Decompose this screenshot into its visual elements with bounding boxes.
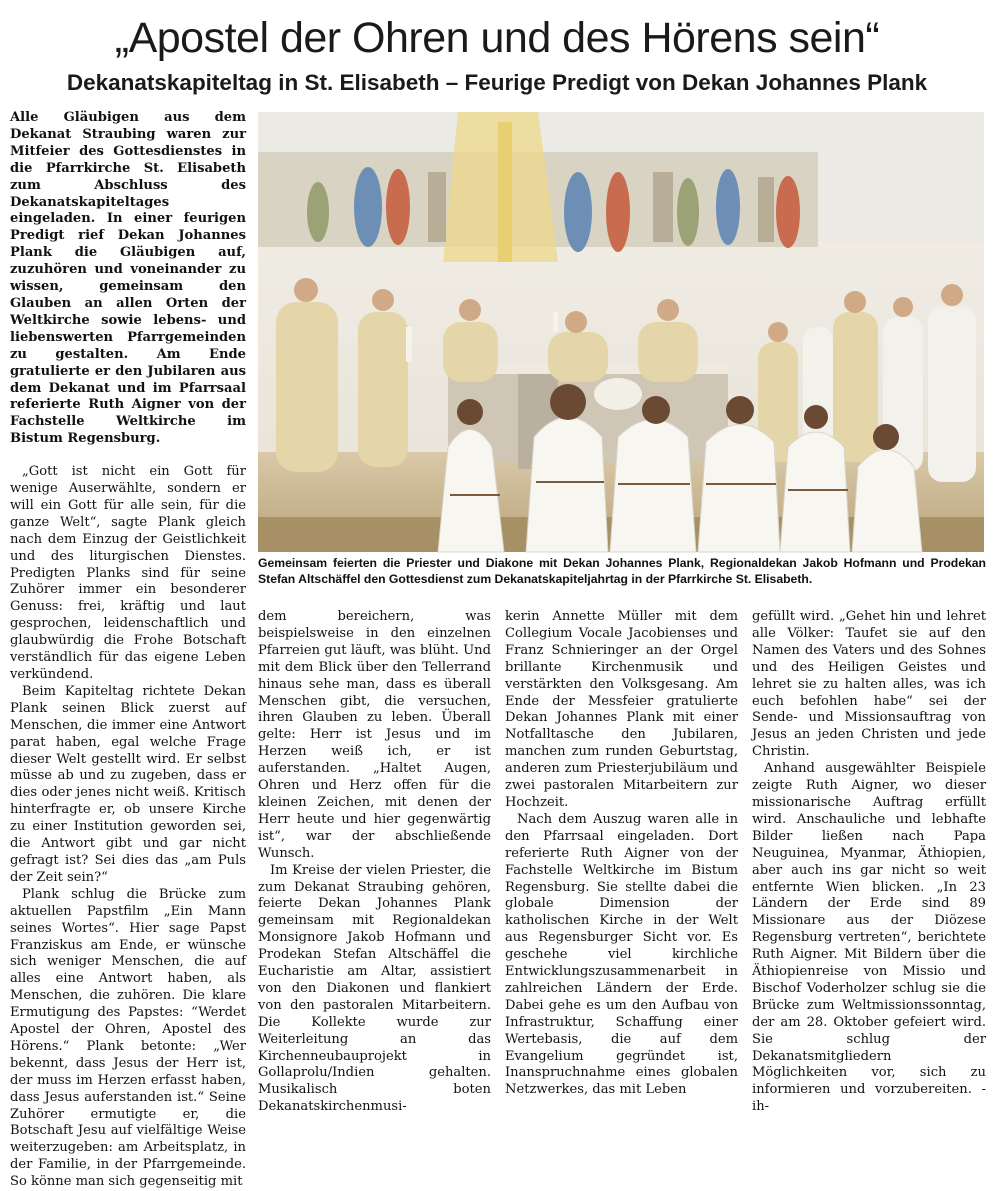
paragraph: dem bereichern, was beispielsweise in den einzelnen Pfarreien gut läuft, was blüht. Und mit dem Blick über den Tellerrand hinaus sehe man, dass es überall Menschen gibt, die versuchen, ihren Glauben zu leben. Überall gelte: Herr ist Jesus und im Herzen weiß ich, er ist auferstanden. „Haltet Augen, Ohren und Herz offen für die kleinen Zeichen, mit denen der Herr heute und hier gegenwärtig ist“, war der abschließende Wunsch.	[258, 609, 491, 861]
text-column-4	[752, 609, 986, 1115]
photo-caption: Gemeinsam feierten die Priester und Diakone mit Dekan Johannes Plank, Regionaldekan Jakob Hofmann und Prodekan Stefan Altschäffel den Gottesdienst zum Dekanatskapiteljahrtag in der Pfarrkirche St. Elisabeth.	[258, 556, 986, 586]
paragraph: Im Kreise der vielen Priester, die zum Dekanat Straubing gehören, feierte Dekan Johannes Plank gemeinsam mit Regionaldekan Monsignore Jakob Hofmann und Prodekan Stefan Altschäffel die Eucharistie am Altar, assistiert von den Diakonen und flankiert von den pastoralen Mitarbeitern. Die Kollekte wurde zur Weiterleitung an das Kirchenneubauprojekt in Gollaprolu/Indien gehalten. Musikalisch boten Dekanatskirchenmusi-	[258, 862, 491, 1115]
church-service-photo	[258, 112, 984, 552]
text-column-2	[258, 609, 491, 1115]
paragraph: „Gott ist nicht ein Gott für wenige Auserwählte, sondern er will ein Gott für alle sein, für die ganze Welt“, sagte Plank gleich nach dem Einzug der Geistlichkeit und des liturgischen Dienstes. Predigten Planks sind für seine Zuhörer immer ein besonderer Genuss: frei, kräftig und laut gesprochen, leidenschaftlich und glaubwürdig die Frohe Botschaft verständlich für das eigene Leben verkündend.	[10, 464, 246, 682]
paragraph: Nach dem Auszug waren alle in den Pfarrsaal eingeladen. Dort referierte Ruth Aigner von der Fachstelle Weltkirche im Bistum Regensburg. Sie stellte dabei die globale Dimension der katholischen Kirche in der Welt aus Regensburger Sicht vor. Es geschehe viel kirchliche Entwicklungszusammenarbeit in zahlreichen Ländern der Erde. Dabei gehe es um den Aufbau von Infrastruktur, Schaffung einer Wertebasis, die auf dem Evangelium gegründet ist, Inanspruchnahme eines globalen Netzwerkes, das mit Leben	[505, 811, 738, 1098]
article-subheadline: Dekanatskapiteltag in St. Elisabeth – Feurige Predigt von Dekan Johannes Plank	[66, 70, 928, 95]
paragraph: Plank schlug die Brücke zum aktuellen Papstfilm „Ein Mann seines Wortes“. Hier sage Papst Franziskus am Ende, er wünsche sich weniger Menschen, die auf alles eine Antwort haben, als Menschen, die zuhören. Die klare Ermutigung des Papstes: “Werdet Apostel der Ohren, Apostel des Hörens.“ Plank betonte: „Wer bekennt, dass Jesus der Herr ist, der muss im Herzen erfasst haben, dass Jesus auferstanden ist.“ Seine Zuhörer ermutigte er, die Botschaft Jesu auf vielfältige Weise weiterzugeben: am Arbeitsplatz, in der Familie, in der Pfarrgemeinde. So könne man sich gegenseitig mit	[10, 886, 246, 1190]
text-column-3	[505, 609, 738, 1098]
article-headline: „Apostel der Ohren und des Hörens sein“	[114, 14, 880, 62]
paragraph: kerin Annette Müller mit dem Collegium Vocale Jacobienses und Franz Schnieringer an der Orgel brillante Kirchenmusik und verstärkten den Volksgesang. Am Ende der Messfeier gratulierte Dekan Johannes Plank mit einer Notfalltasche den Jubilaren, manchen zum runden Geburtstag, anderen zum Priesterjubiläum und zwei pastoralen Mitarbeitern zur Hochzeit.	[505, 609, 738, 810]
text-column-1	[10, 110, 246, 1190]
paragraph: gefüllt wird. „Gehet hin und lehret alle Völker: Taufet sie auf den Namen des Vaters und des Sohnes und des Heiligen Geistes und lehret sie zu halten alles, was ich euch befohlen habe“ sei der Sende- und Missionsauftrag von Jesus an jeden Christen und jede Christin.	[752, 609, 986, 760]
article-lead: Alle Gläubigen aus dem Dekanat Straubing waren zur Mitfeier des Gottesdienstes in die Pfarrkirche St. Elisabeth zum Abschluss des Dekanatskapiteltages eingeladen. In einer feurigen Predigt rief Dekan Johannes Plank die Gläubigen auf, zuzuhören und voneinander zu wissen, gemeinsam den Glauben an allen Orten der Weltkirche sowie lebens- und liebenswerten Pfarrgemeinden zu gestalten. Am Ende gratulierte er den Jubilaren aus dem Dekanat und im Pfarrsaal referierte Ruth Aigner von der Fachstelle Weltkirche im Bistum Regensburg.	[10, 110, 246, 447]
paragraph: Anhand ausgewählter Beispiele zeigte Ruth Aigner, wo dieser missionarische Auftrag erfüllt wird. Anschauliche und lebhafte Bilder ließen nach Papa Neuguinea, Myanmar, Äthiopien, aber auch ins gar nicht so weit entfernte Wien blicken. „In 23 Ländern der Erde sind 89 Missionare aus der Diözese Regensburg vertreten“, berichtete Ruth Aigner. Mit Bildern über die Äthiopienreise von Missio und Bischof Voderholzer schlug sie die Brücke zum Weltmissionssonntag, der am 28. Oktober gefeiert wird. Sie schlug der Dekanatsmitgliedern Möglichkeiten vor, sich zu informieren und vorzubereiten. -ih-	[752, 761, 986, 1115]
paragraph: Beim Kapiteltag richtete Dekan Plank seinen Blick zuerst auf Menschen, die immer eine Antwort parat haben, egal welche Frage dieser Welt gestellt wird. Er selbst müsse ab und zu zugeben, dass er dies oder jenes nicht weiß. Kritisch hinterfragte er, ob unsere Kirche zu einer Institution geworden sei, die Antwort gibt und gar nicht gefragt ist? Sei dies das „am Puls der Zeit sein?“	[10, 683, 246, 885]
